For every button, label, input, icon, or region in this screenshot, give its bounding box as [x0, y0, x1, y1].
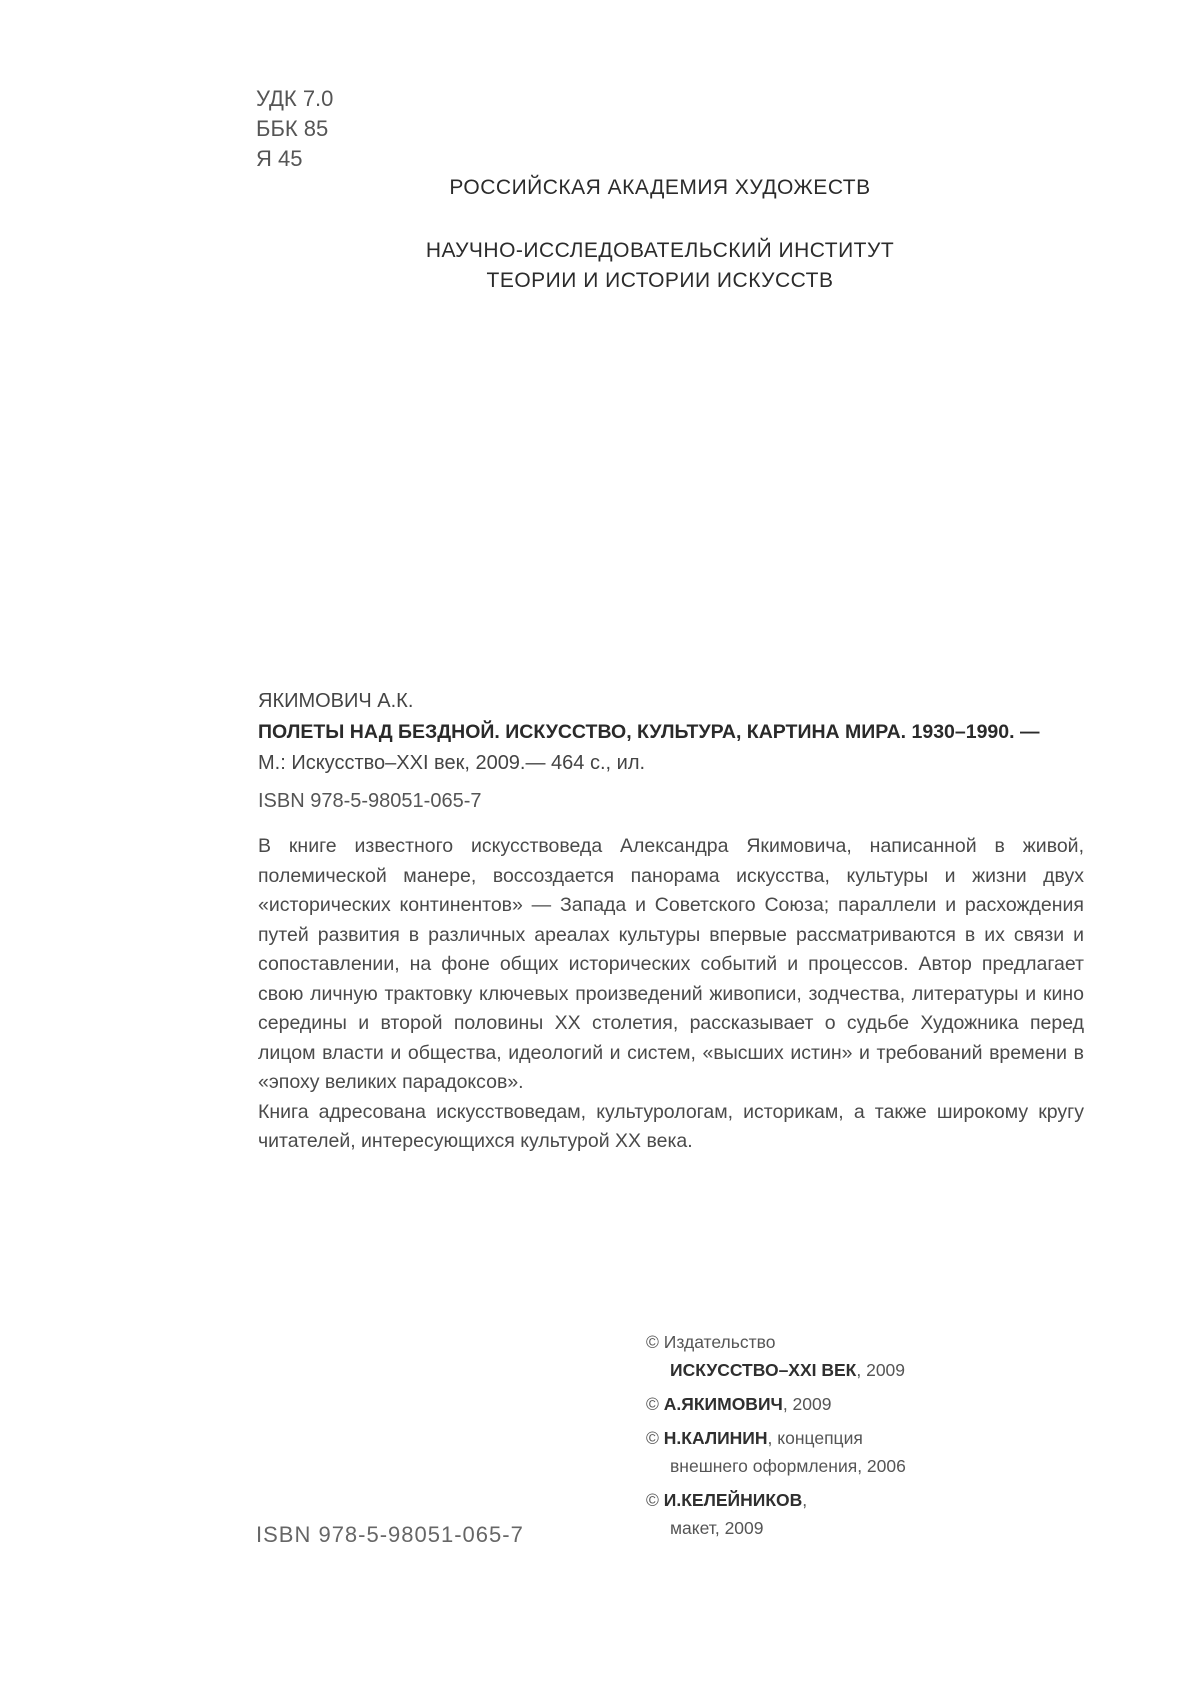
bibliographic-record — [258, 686, 1088, 779]
copyright-symbol: © — [646, 1332, 659, 1352]
designer-name: Н.КАЛИНИН — [663, 1428, 768, 1448]
copyright-author — [646, 1390, 1006, 1418]
copyright-list — [646, 1328, 1006, 1548]
copyright-prefix: Издательство — [663, 1332, 776, 1352]
layout-designer-name: И.КЕЛЕЙНИКОВ — [663, 1490, 803, 1510]
copyright-design-concept — [646, 1424, 1006, 1480]
book-title: ПОЛЕТЫ НАД БЕЗДНОЙ. ИСКУССТВО, КУЛЬТУРА, КАРТИНА МИРА. 1930–1990. — — [258, 721, 1040, 743]
copyright-layout — [646, 1486, 1006, 1542]
author-copyright-name: А.ЯКИМОВИЧ — [663, 1394, 783, 1414]
academy-name: РОССИЙСКАЯ АКАДЕМИЯ ХУДОЖЕСТВ — [449, 176, 871, 199]
copyright-symbol: © — [646, 1394, 659, 1414]
copyright-role: , концепция — [767, 1428, 863, 1448]
author-code: Я 45 — [256, 146, 303, 171]
annotation-paragraph-1: В книге известного искусствоведа Александра Якимовича, написанной в живой, полемической манере, воссоздается панорама искусства, культуры и жизни двух «исторических континентов» — Запада и Советского Союза; параллели и расхождения путей развития в различных ареалах культуры впервые рассматриваются в их связи и сопоставлении, на фоне общих исторических событий и процессов. Автор предлагает свою личную трактовку ключевых произведений живописи, зодчества, литературы и кино середины и второй половины XX столетия, рассказывает о судьбе Художника перед лицом власти и общества, идеологий и систем, «высших истин» и требований времени в «эпоху великих парадоксов». — [258, 835, 1084, 1093]
copyright-year: , 2009 — [782, 1394, 832, 1414]
annotation — [258, 832, 1084, 1157]
isbn-record: ISBN 978-5-98051-065-7 — [258, 790, 482, 812]
copyright-role-continued: внешнего оформления, 2006 — [670, 1456, 906, 1476]
institute-line-2: ТЕОРИИ И ИСТОРИИ ИСКУССТВ — [486, 269, 834, 292]
publisher-name: ИСКУССТВО–XXI ВЕК — [670, 1360, 857, 1380]
imprint: М.: Искусство–XXI век, 2009.— 464 с., ил. — [258, 752, 646, 774]
copyright-symbol: © — [646, 1490, 659, 1510]
footer-isbn: ISBN 978-5-98051-065-7 — [256, 1522, 524, 1547]
institute-name — [0, 236, 1200, 296]
author-name: ЯКИМОВИЧ А.К. — [258, 690, 414, 712]
copyright-role-continued: макет, 2009 — [670, 1518, 764, 1538]
bbk-code: ББК 85 — [256, 116, 329, 141]
copyright-symbol: © — [646, 1428, 659, 1448]
classification-codes — [256, 84, 333, 174]
copyright-year: , 2009 — [856, 1360, 906, 1380]
copyright-publisher — [646, 1328, 1006, 1384]
copyright-separator: , — [802, 1490, 808, 1510]
institute-line-1: НАУЧНО-ИССЛЕДОВАТЕЛЬСКИЙ ИНСТИТУТ — [425, 239, 895, 262]
annotation-paragraph-2: Книга адресована искусствоведам, культурологам, историкам, а также широкому кругу читателей, интересующихся культурой XX века. — [258, 1100, 1084, 1152]
udk-code: УДК 7.0 — [256, 86, 334, 111]
